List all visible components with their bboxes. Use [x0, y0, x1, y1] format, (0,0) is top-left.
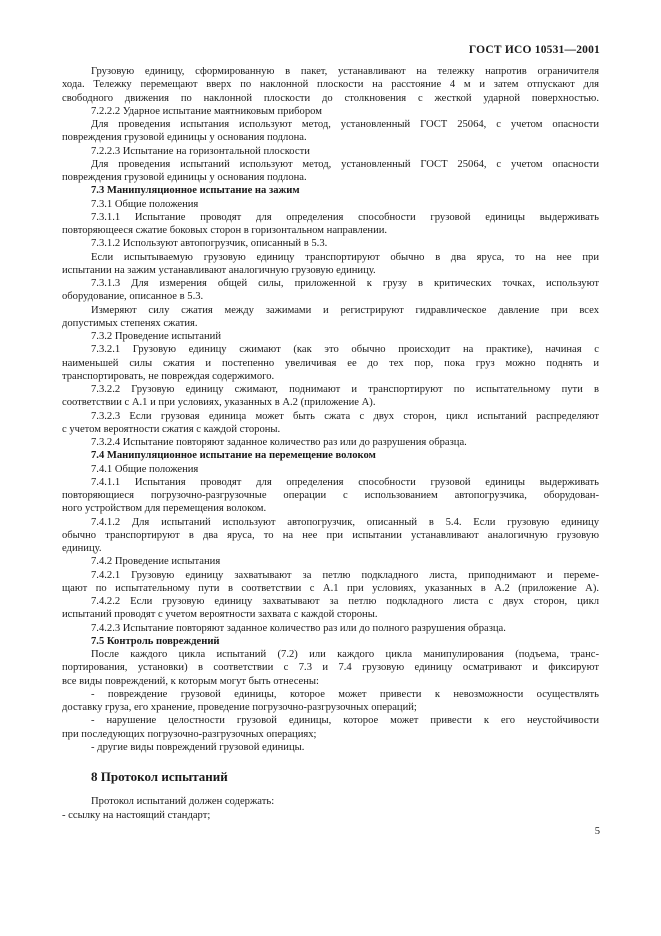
text-line: 7.5 Контроль повреждений	[91, 635, 220, 647]
text-line: повреждения грузовой единицы у основания подлона.	[62, 172, 307, 183]
text-line: 7.3.1 Общие положения	[91, 198, 199, 210]
text-line: щают по испытательному пути в соответствии с А.1 при условиях, указанных в А.2 (приложение А).	[62, 582, 599, 594]
text-line: 7.4.1 Общие положения	[91, 463, 199, 475]
text-line: 7.3.2.2 Грузовую единицу сжимают, поднимают и транспортируют по испытательному пути в	[91, 384, 599, 395]
text-line: все виды повреждений, к которым могут быть отнесены:	[62, 675, 319, 687]
text-line: Измеряют силу сжатия между зажимами и регистрируют гидравлическое давление при всех	[91, 304, 599, 316]
text-lines	[62, 65, 599, 754]
text-line: Грузовую единицу, сформированную в пакет, устанавливают на тележку напротив ограничителя	[91, 66, 599, 77]
text-line: 7.4.2 Проведение испытания	[91, 556, 221, 568]
section-8-heading: 8 Протокол испытаний	[91, 769, 228, 784]
text-line: 7.3.2 Проведение испытаний	[91, 331, 221, 342]
text-line: допустимых степенях сжатия.	[62, 317, 198, 329]
text-line: 7.3.1.2 Используют автопогрузчик, описанный в 5.3.	[91, 238, 328, 250]
text-line: наименьшей силы сжатия и постепенно увеличивая ее до тех пор, пока груз можно поднять и	[62, 357, 599, 369]
section-8-line: Протокол испытаний должен содержать:	[91, 796, 275, 808]
text-line: 7.4 Манипуляционное испытание на перемещение волоком	[91, 450, 376, 462]
text-line: повторяющиеся погрузочно-разгрузочные операции с использованием автопогрузчика, оборудован-	[62, 490, 599, 501]
text-line: 7.3.2.4 Испытание повторяют заданное количество раз или до разрушения образца.	[91, 437, 467, 448]
text-line: свободного движения по наклонной плоскости до столкновения с жесткой ударной поверхностью.	[62, 92, 599, 104]
text-line: повторяющееся сжатие боковых сторон в горизонтальном направлении.	[62, 225, 388, 236]
text-line: 7.3.2.3 Если грузовая единица может быть сжата с двух сторон, цикл испытаний распределяют	[91, 410, 599, 422]
text-line: ного устройством для перемещения волоком.	[62, 503, 267, 515]
text-line: 7.4.2.3 Испытание повторяют заданное количество раз или до полного разрушения образца.	[91, 622, 506, 634]
text-line: транспортировать, не повреждая содержимого.	[62, 370, 275, 382]
text-line: 7.4.1.1 Испытания проводят для определения способности грузовой единицы выдерживать	[91, 476, 599, 488]
text-line: 7.4.2.1 Грузовую единицу захватывают за петлю подкладного листа, приподнимают и переме-	[91, 569, 599, 581]
text-line: испытании на зажим устанавливают аналогичную грузовую единицу.	[62, 264, 376, 276]
text-line: - нарушение целостности грузовой единицы, которое может привести к его неустойчивости	[91, 715, 599, 727]
text-line: 7.2.2.2 Ударное испытание маятниковым прибором	[91, 105, 322, 117]
page-number: 5	[594, 826, 600, 837]
text-line: 7.3 Манипуляционное испытание на зажим	[91, 185, 300, 197]
text-line: при последующих погрузочно-разгрузочных операциях;	[62, 728, 317, 740]
document-body	[62, 65, 599, 822]
text-line: Для проведения испытания используют метод, установленный ГОСТ 25064, с учетом опасности	[91, 119, 599, 130]
text-line: 7.4.1.2 Для испытаний используют автопогрузчик, описанный в 5.4. Если грузовую единицу	[91, 516, 599, 528]
text-line: 7.3.2.1 Грузовую единицу сжимают (как это обычно происходит на практике), начиная с	[91, 344, 599, 356]
text-line: доставку груза, его хранение, проведение погрузочно-разгрузочных операций;	[62, 702, 417, 713]
text-line: испытаний проводят с учетом вероятности захвата с каждой стороны.	[62, 609, 378, 621]
text-line: повреждения грузовой единицы у основания подлона.	[62, 132, 307, 144]
text-line: с учетом вероятности сжатия с каждой стороны.	[62, 423, 281, 435]
text-line: 7.3.1.1 Испытание проводят для определения способности грузовой единицы выдерживать	[91, 211, 599, 223]
text-line: единицу.	[62, 543, 102, 554]
text-line: После каждого цикла испытаний (7.2) или каждого цикла манипулирования (подъема, транс-	[91, 649, 599, 660]
text-line: Для проведения испытаний используют метод, установленный ГОСТ 25064, с учетом опасности	[91, 158, 599, 170]
text-line: хода. Тележку перемещают вверх по наклонной плоскости на расстояние 4 м и затем отпускают для	[62, 79, 599, 91]
section-8-line: - ссылку на настоящий стандарт;	[62, 809, 211, 821]
text-line: - другие виды повреждений грузовой единицы.	[91, 741, 305, 753]
text-line: портирования, установки) в соответствии с 7.3 и 7.4 грузовую единицу осматривают и фиксируют	[62, 662, 599, 674]
text-line: обычно транспортируют в два яруса, то на нее при испытании устанавливают аналогичную грузовую	[62, 529, 599, 541]
document-header: ГОСТ ИСО 10531—2001	[468, 44, 600, 56]
text-line: соответствии с А.1 и при условиях, указанных в А.2 (приложение А).	[62, 397, 376, 409]
text-line: - повреждение грузовой единицы, которое может привести к невозможности осуществлять	[91, 688, 599, 700]
text-line: 7.2.2.3 Испытание на горизонтальной плоскости	[91, 145, 310, 157]
text-line: Если испытываемую грузовую единицу транспортируют обычно в два яруса, то на нее при	[91, 251, 599, 263]
text-line: 7.4.2.2 Если грузовую единицу захватывают за петлю подкладного листа с двух сторон, цикл	[91, 596, 599, 607]
text-line: 7.3.1.3 Для измерения общей силы, приложенной к грузу в критических точках, используют	[91, 278, 599, 289]
text-line: оборудование, описанное в 5.3.	[62, 291, 204, 303]
